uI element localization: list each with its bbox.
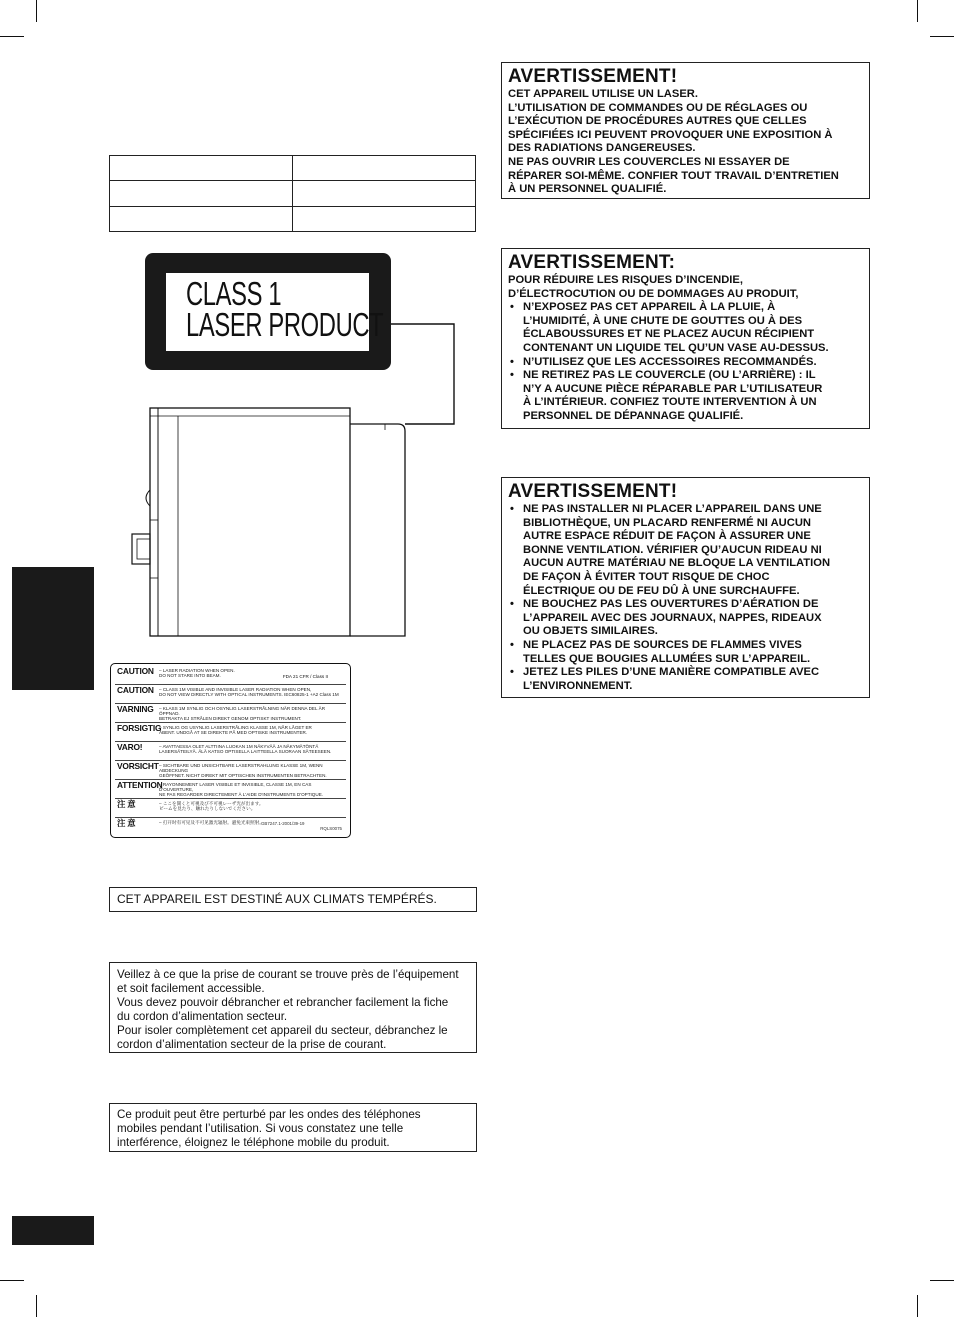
bullet-icon: • — [510, 666, 514, 679]
power-outlet-notice: Veillez à ce que la prise de courant se trouve près de l’équipement et soit facilement accessible. Vous devez pouvoir débrancher et rebrancher facilement la fiche du cordon d’alimentation secteur. Pour isoler complètement cet appareil du secteur, débranchez le cordon d’alimentation secteur de la prise de courant. — [109, 962, 477, 1053]
caution-row-title: VARO! — [117, 742, 143, 752]
laser-warning-box — [501, 62, 870, 199]
bullet-icon: • — [510, 503, 514, 515]
bullet-icon: • — [510, 369, 514, 382]
table-cell — [110, 206, 293, 231]
warning-list-item — [508, 639, 863, 666]
warning-list-item — [508, 356, 863, 370]
crop-mark — [917, 0, 918, 22]
climate-notice: CET APPAREIL EST DESTINÉ AUX CLIMATS TEMPÉRÉS. — [109, 887, 477, 912]
warning-item-text: NE RETIREZ PAS LE COUVERCLE (OU L’ARRIÈRE) : IL N’Y A AUCUNE PIÈCE RÉPARABLE PAR L’UTILISATEUR À L’INTÉRIEUR. CONFIEZ TOUTE INTERVENTION À UN PERSONNEL DE DÉPANNAGE QUALIFIÉ. — [523, 369, 823, 422]
caution-row-text: – SICHTBARE UND UNSICHTBARE LASERSTRAHLUNG KLASSE 1M, WENN ABDECKUNG GEÖFFNET. NICHT DIREKT MIT OPTISCHEN INSTRUMENTEN BETRACHTEN. — [159, 763, 327, 779]
caution-row-extra: FDA 21 CFR / Class II — [282, 674, 328, 679]
warning-title: AVERTISSEMENT! — [508, 481, 678, 502]
laser-product-text: LASER PRODUCT — [186, 306, 384, 343]
installation-warning-box — [501, 477, 870, 698]
crop-mark — [36, 1295, 37, 1317]
caution-row-text: – ここを開くと可視及び不可視レーザ光が出ます。 ビームを見たり、触れたりしないでください。 — [159, 801, 264, 812]
caution-row-title: ATTENTION — [117, 780, 163, 790]
caution-label-row — [115, 799, 346, 818]
warning-list-item — [508, 301, 863, 355]
caution-label-row — [115, 761, 346, 780]
class1-text: CLASS 1 — [186, 275, 282, 312]
caution-label-row — [115, 685, 346, 704]
caution-row-text: – CLASS 1M VISIBLE AND INVISIBLE LASER RADIATION WHEN OPEN, DO NOT VIEW DIRECTLY WITH OPTICAL INSTRUMENTS. IEC60825-1 +A2 Class 1M — [159, 687, 339, 698]
caution-row-text: – AVATTAESSA OLET ALTTIINA LUOKAN 1M NÄKYVÄÄ JA NÄKYMÄTÖNTÄ LASERSÄTEILYÄ. ÄLÄ KATSO OPTISELLA LAITTEELLA SUORAAN SÄTEESEEN. — [159, 744, 332, 755]
caution-row-text: – 打开时有可见及不可见激光辐射。避免光束照射。 — [159, 820, 264, 825]
crop-mark — [917, 1295, 918, 1317]
caution-label-code: RQLS0075 — [320, 826, 342, 831]
warning-list-item — [508, 503, 863, 598]
warning-title: AVERTISSEMENT: — [508, 252, 676, 273]
caution-row-title: 注 意 — [117, 818, 136, 828]
table-cell — [110, 181, 293, 206]
caution-row-title: 注 意 — [117, 799, 136, 809]
table-cell — [293, 181, 476, 206]
caution-row-title: CAUTION — [117, 666, 154, 676]
caution-row-text: – KLASS 1M SYNLIG OCH OSYNLIG LASERSTRÅLNING NÄR DENNA DEL ÄR ÖPPNAD. BETRAKTA EJ STRÅLEN DIREKT GENOM OPTISKT INSTRUMENT. — [159, 706, 326, 722]
caution-row-title: VORSICHT — [117, 761, 159, 771]
caution-label-row — [115, 723, 346, 742]
table-cell — [293, 206, 476, 231]
bullet-icon: • — [510, 355, 514, 368]
warning-list — [508, 301, 863, 423]
caution-row-title: VARNING — [117, 704, 154, 714]
page-number-tab — [12, 1216, 94, 1245]
warning-item-text: N’EXPOSEZ PAS CET APPAREIL À LA PLUIE, À L’HUMIDITÉ, À UNE CHUTE DE GOUTTES OU À DES ÉCLABOUSSURES ET NE PLACEZ AUCUN RÉCIPIENT CONTENANT UN LIQUIDE TEL QU’UN VASE AU-DESSUS. — [523, 301, 829, 354]
warning-list — [508, 503, 863, 693]
spec-table — [109, 155, 476, 232]
warning-item-text: NE PAS INSTALLER NI PLACER L’APPAREIL DANS UNE BIBLIOTHÈQUE, UN PLACARD RENFERMÉ NI AUCUN AUTRE ESPACE RÉDUIT DE FAÇON À ASSURER UNE BONNE VENTILATION. VÉRIFIER QU’AUCUN RIDEAU NI AUCUN AUTRE MATÉRIAU NE BLOQUE LA VENTILATION DE FAÇON À ÉVITER TOUT RISQUE DE CHOC ÉLECTRIQUE OU DE FEU DÛ À UNE SURCHAUFFE. — [523, 503, 831, 597]
warning-item-text: JETEZ LES PILES D’UNE MANIÈRE COMPATIBLE AVEC L’ENVIRONNEMENT. — [523, 666, 820, 692]
crop-mark — [0, 1280, 24, 1281]
warning-item-text: NE BOUCHEZ PAS LES OUVERTURES D’AÉRATION DE L’APPAREIL AVEC DES JOURNAUX, NAPPES, RIDEAUX OU OBJETS SIMILAIRES. — [523, 598, 822, 638]
warning-list-item — [508, 598, 863, 639]
caution-row-text: – SYNLIG OG USYNLIG LASERSTRÅLING KLASSE 1M, NÅR LÅGET ER ÅBENT. UNDGÅ AT SE DIREKTE PÅ MED OPTISKE INSTRUMENTER. — [159, 725, 312, 736]
bullet-icon: • — [510, 598, 514, 611]
caution-label-row — [115, 818, 346, 836]
multilingual-caution-label — [110, 663, 351, 838]
caution-row-text: – RAYONNEMENT LASER VISIBLE ET INVISIBLE, CLASSE 1M, EN CAS D'OUVERTURE, NE PAS REGARDER DIRECTEMENT À L'AIDE D'INSTRUMENTS D'OPTIQUE. — [159, 782, 324, 798]
warning-body: CET APPAREIL UTILISE UN LASER. L’UTILISATION DE COMMANDES OU DE RÉGLAGES OU L’EXÉCUTION DE PROCÉDURES AUTRES QUE CELLES SPÉCIFIÉES ICI PEUVENT PROVOQUER UNE EXPOSITION À DES RADIATIONS DANGEREUSES. NE PAS OUVRIR LES COUVERCLES NI ESSAYER DE RÉPARER SOI-MÊME. CONFIER TOUT TRAVAIL D’ENTRETIEN À UN PERSONNEL QUALIFIÉ. — [508, 88, 839, 196]
crop-mark — [930, 1280, 954, 1281]
fire-shock-warning-box — [501, 248, 870, 429]
bullet-icon: • — [510, 301, 514, 314]
warning-list-item — [508, 369, 863, 423]
caution-row-title: FORSIGTIG — [117, 723, 162, 733]
warning-item-text: NE PLACEZ PAS DE SOURCES DE FLAMMES VIVES TELLES QUE BOUGIES ALLUMÉES SUR L’APPAREIL. — [523, 638, 811, 665]
caution-row-title: CAUTION — [117, 685, 154, 695]
device-side-illustration — [120, 320, 465, 640]
warning-item-text: N’UTILISEZ QUE LES ACCESSOIRES RECOMMANDÉS. — [523, 355, 817, 368]
bullet-icon: • — [510, 638, 514, 651]
table-cell — [293, 156, 476, 181]
warning-intro: POUR RÉDUIRE LES RISQUES D’INCENDIE, D’ÉLECTROCUTION OU DE DOMMAGES AU PRODUIT, — [508, 274, 799, 300]
crop-mark — [930, 36, 954, 37]
caution-row-text: – LASER RADIATION WHEN OPEN. DO NOT STARE INTO BEAM. — [159, 668, 235, 679]
warning-list-item — [508, 666, 863, 693]
caution-label-standard-ref: GB7247.1-2001/39-19 — [261, 821, 305, 826]
crop-mark — [36, 0, 37, 22]
caution-label-row — [115, 666, 346, 685]
caution-label-row — [115, 742, 346, 761]
crop-mark — [0, 36, 24, 37]
caution-label-row — [115, 780, 346, 799]
warning-title: AVERTISSEMENT! — [508, 66, 678, 87]
language-side-tab — [12, 567, 94, 690]
caution-label-row — [115, 704, 346, 723]
mobile-phone-notice: Ce produit peut être perturbé par les ondes des téléphones mobiles pendant l’utilisation. Si vous constatez une telle interférence, éloignez le téléphone mobile du produit. — [109, 1103, 477, 1152]
table-cell — [110, 156, 293, 181]
